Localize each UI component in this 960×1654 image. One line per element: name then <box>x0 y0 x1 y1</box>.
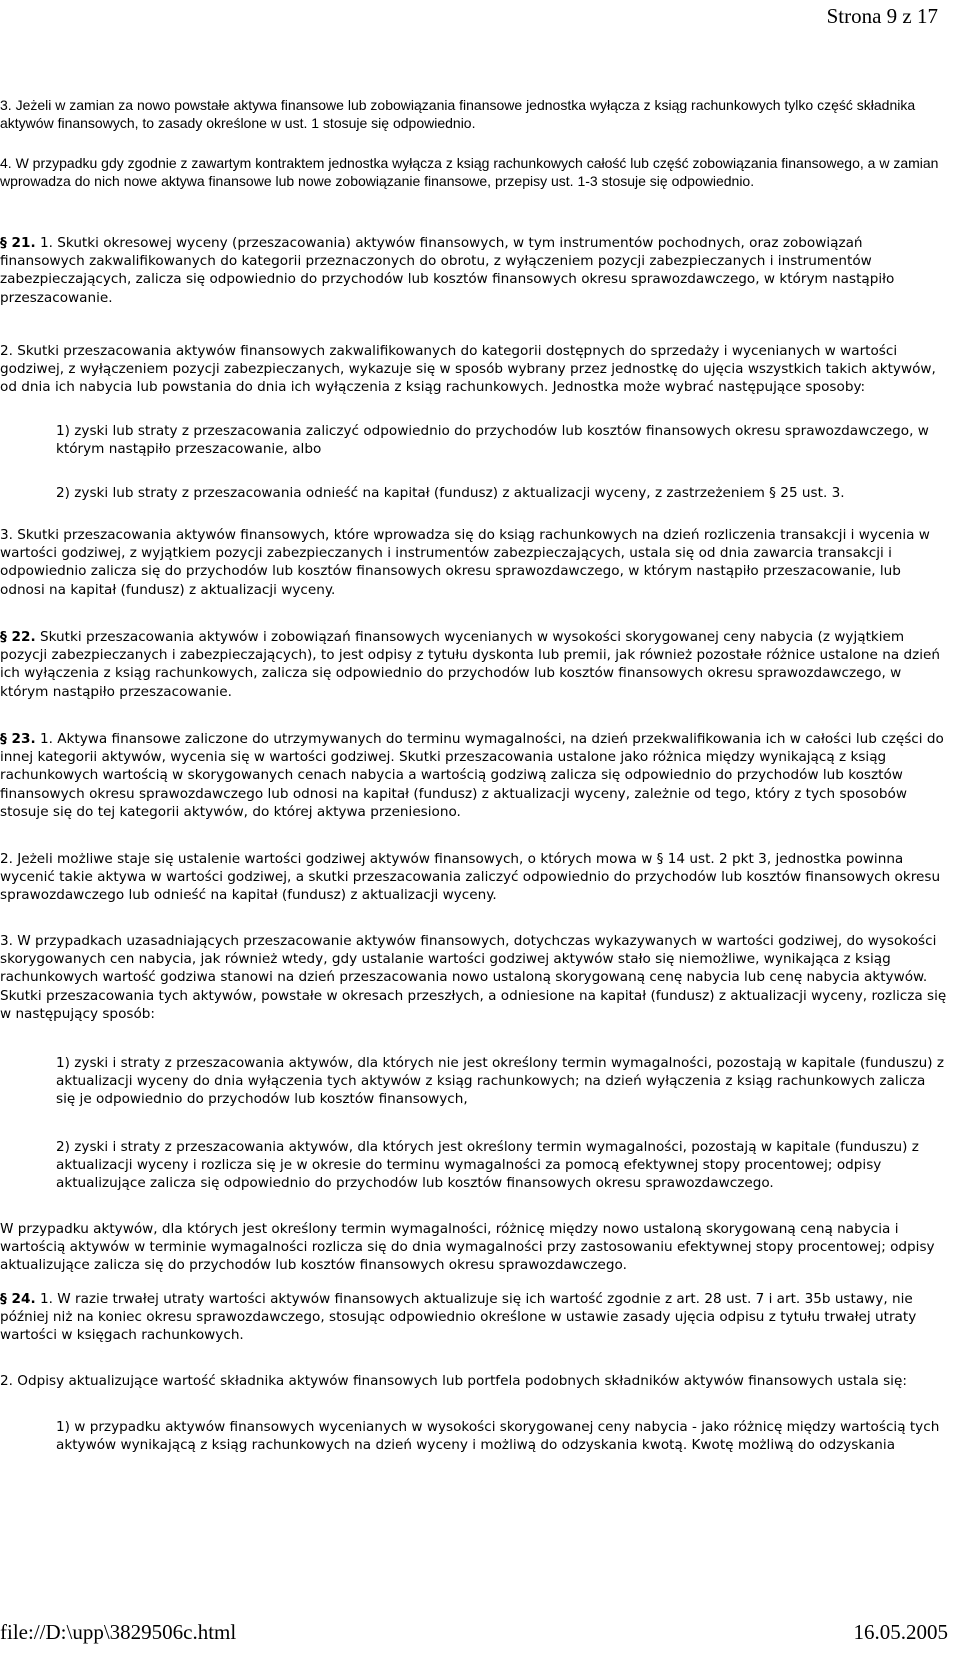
paragraph: 2. Skutki przeszacowania aktywów finansowych zakwalifikowanych do kategorii dostępnych do sprzedaży i wycenianych w wartości godziwej, z wyłączeniem pozycji zabezpieczanych, wykazuje się w sposób wybrany przez jednostkę do ujęcia wszystkich takich aktywów, od dnia ich nabycia lub powstania do dnia ich wyłączenia z ksiąg rachunkowych. Jednostka może wybrać następujące sposoby: <box>0 343 936 396</box>
list-item: 2) zyski lub straty z przeszacowania odnieść na kapitał (fundusz) z aktualizacji wyceny, z zastrzeżeniem § 25 ust. 3. <box>56 485 845 501</box>
page-number: Strona 9 z 17 <box>826 4 938 28</box>
section-number: § 24. <box>0 1291 36 1307</box>
paragraph: 3. Skutki przeszacowania aktywów finansowych, które wprowadza się do ksiąg rachunkowych na dzień rozliczenia transakcji i wycenia w wartości godziwej, z wyjątkiem pozycji zabezpieczanych i instrumentów zabezpieczających, ustala się od dnia zawarcia transakcji i odpowiednio zalicza się do przychodów lub kosztów finansowych okresu sprawozdawczego, w którym nastąpiło przeszacowanie, lub odnosi na kapitał (fundusz) z aktualizacji wyceny. <box>0 527 930 598</box>
paragraph: 3. Jeżeli w zamian za nowo powstałe aktywa finansowe lub zobowiązania finansowe jednostka wyłącza z ksiąg rachunkowych tylko część składnika aktywów finansowych, to zasady określone w ust. 1 stosuje się odpowiednio. <box>0 97 916 132</box>
paragraph <box>0 234 948 307</box>
list-item: 2) zyski i straty z przeszacowania aktywów, dla których jest określony termin wymagalności, pozostają w kapitale (funduszu) z aktualizacji wyceny i rozlicza się je w okresie do terminu wymagalności za pomocą efektywnej stopy procentowej; odpisy aktualizujące zalicza się odpowiednio do przychodów lub kosztów finansowych okresu sprawozdawczego. <box>56 1139 919 1192</box>
paragraph-text: 1. W razie trwałej utraty wartości aktywów finansowych aktualizuje się ich wartość zgodnie z art. 28 ust. 7 i art. 35b ustawy, nie później niż na koniec okresu sprawozdawczego, stosując odpowiednio określone w ustawie zasady ujęcia odpisu z tytułu trwałej utraty wartości w księgach rachunkowych. <box>0 1291 917 1344</box>
list-item: 1) zyski i straty z przeszacowania aktywów, dla których nie jest określony termin wymagalności, pozostają w kapitale (funduszu) z aktualizacji wyceny do dnia wyłączenia tych aktywów z ksiąg rachunkowych; na dzień wyłączenia z ksiąg rachunkowych zalicza się je odpowiednio do przychodów lub kosztów finansowych, <box>56 1055 945 1108</box>
paragraph <box>0 730 948 821</box>
section-number: § 21. <box>0 235 36 251</box>
paragraph-text: 1. Skutki okresowej wyceny (przeszacowania) aktywów finansowych, w tym instrumentów pochodnych, oraz zobowiązań finansowych zakwalifikowanych do kategorii przeznaczonych do obrotu, z wyłączeniem pozycji zabezpieczanych i instrumentów zabezpieczających, zalicza się odpowiednio do przychodów lub kosztów finansowych okresu sprawozdawczego, w którym nastąpiło przeszacowanie. <box>0 235 895 306</box>
paragraph-text: 1. Aktywa finansowe zaliczone do utrzymywanych do terminu wymagalności, na dzień przekwalifikowania ich w całości lub części do innej kategorii aktywów, wycenia się w wartości godziwej. Skutki przeszacowania ustalone jako różnica między wynikającą z ksiąg rachunkowych wartością w skorygowanych cenach nabycia a wartością godziwą zalicza się odpowiednio do przychodów lub kosztów finansowych okresu sprawozdawczego lub odnosi na kapitał (fundusz) z aktualizacji wyceny, zależnie od tego, który z tych sposobów stosuje się do tej kategorii aktywów, do której aktywa przeniesiono. <box>0 731 944 820</box>
list-item: 1) w przypadku aktywów finansowych wycenianych w wysokości skorygowanej ceny nabycia - jako różnicę między wartością tych aktywów wynikającą z ksiąg rachunkowych na dzień wyceny i możliwą do odzyskania kwotą. Kwotę możliwą do odzyskania <box>56 1419 940 1454</box>
paragraph <box>0 628 948 701</box>
paragraph: W przypadku aktywów, dla których jest określony termin wymagalności, różnicę między nowo ustaloną skorygowaną ceną nabycia i wartością aktywów w terminie wymagalności rozlicza się do dnia wymagalności przy zastosowaniu efektywnej stopy procentowej; odpisy aktualizujące zalicza się do przychodów lub kosztów finansowych okresu sprawozdawczego. <box>0 1221 935 1274</box>
print-date: 16.05.2005 <box>853 1620 948 1644</box>
file-path: file://D:\upp\3829506c.html <box>0 1620 237 1644</box>
section-number: § 23. <box>0 731 36 747</box>
paragraph: 2. Odpisy aktualizujące wartość składnika aktywów finansowych lub portfela podobnych składników aktywów finansowych ustala się: <box>0 1373 907 1389</box>
paragraph: 4. W przypadku gdy zgodnie z zawartym kontraktem jednostka wyłącza z ksiąg rachunkowych całość lub część zobowiązania finansowego, a w zamian wprowadza do nich nowe aktywa finansowe lub nowe zobowiązanie finansowe, przepisy ust. 1-3 stosuje się odpowiednio. <box>0 155 939 190</box>
paragraph <box>0 1290 948 1345</box>
paragraph: 3. W przypadkach uzasadniających przeszacowanie aktywów finansowych, dotychczas wykazywanych w wartości godziwej, do wysokości skorygowanych cen nabycia, jak również wtedy, gdy ustalanie wartości godziwej aktywów stało się niemożliwe, wynikająca z ksiąg rachunkowych wartość godziwa stanowi na dzień przeszacowania nowo ustaloną skorygowaną cenę nabycia lub cenę nabycia aktywów. Skutki przeszacowania tych aktywów, powstałe w okresach przeszłych, a odniesione na kapitał (fundusz) z aktualizacji wyceny, rozlicza się w następujący sposób: <box>0 933 947 1022</box>
paragraph-text: Skutki przeszacowania aktywów i zobowiązań finansowych wycenianych w wysokości skorygowanej ceny nabycia (z wyjątkiem pozycji zabezpieczanych i zabezpieczających), to jest odpisy z tytułu dyskonta lub premii, jak również pozostałe różnice ustalone na dzień ich wyłączenia z ksiąg rachunkowych, zalicza się odpowiednio do przychodów lub kosztów finansowych okresu sprawozdawczego, w którym nastąpiło przeszacowanie. <box>0 629 940 700</box>
section-number: § 22. <box>0 629 36 645</box>
list-item: 1) zyski lub straty z przeszacowania zaliczyć odpowiednio do przychodów lub kosztów finansowych okresu sprawozdawczego, w którym nastąpiło przeszacowanie, albo <box>56 423 929 458</box>
paragraph: 2. Jeżeli możliwe staje się ustalenie wartości godziwej aktywów finansowych, o których mowa w § 14 ust. 2 pkt 3, jednostka powinna wycenić takie aktywa w wartości godziwej, a skutki przeszacowania zaliczyć odpowiednio do przychodów lub kosztów finansowych okresu sprawozdawczego lub odnieść na kapitał (fundusz) z aktualizacji wyceny. <box>0 851 941 904</box>
